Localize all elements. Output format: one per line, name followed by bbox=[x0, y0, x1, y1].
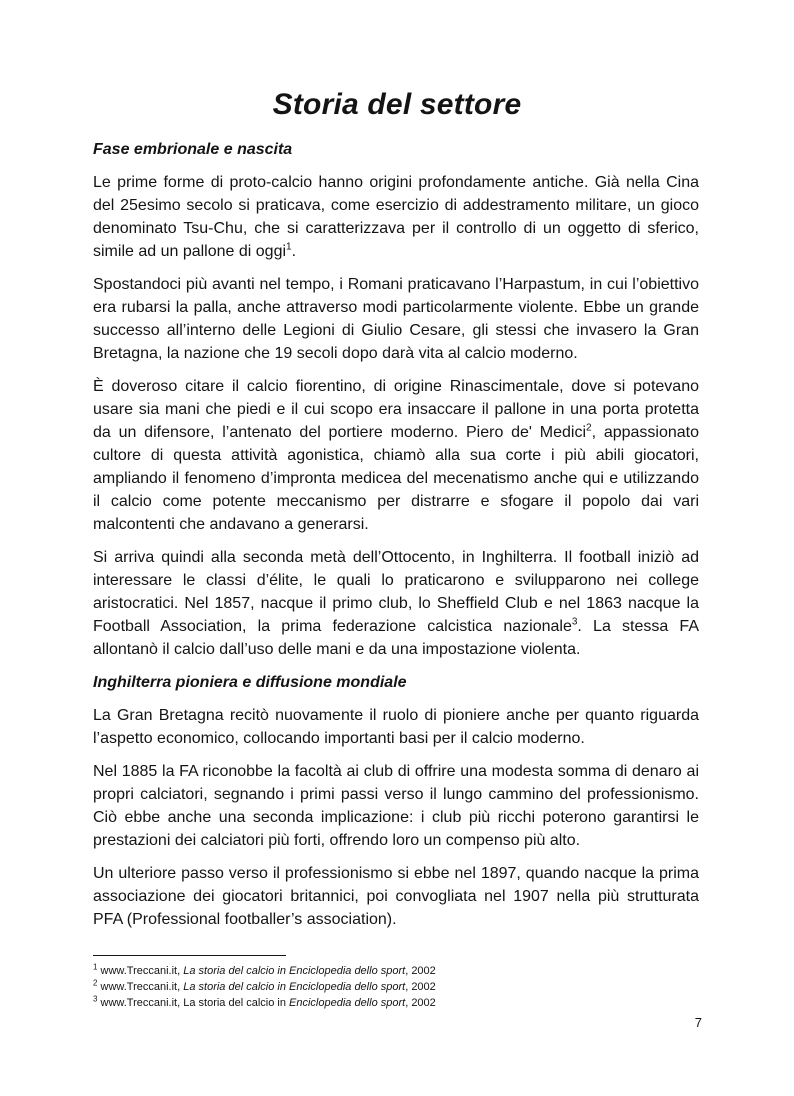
paragraph: Un ulteriore passo verso il professionismo si ebbe nel 1897, quando nacque la prima associazione dei giocatori britannici, poi convogliata nel 1907 nella più strutturata PFA (Professional footballer’s association). bbox=[93, 865, 699, 928]
footnote-separator bbox=[93, 955, 286, 956]
footnote-ref: 3 bbox=[571, 616, 578, 628]
section-heading: Inghilterra pioniera e diffusione mondiale bbox=[93, 674, 407, 691]
paragraph: È doveroso citare il calcio fiorentino, di origine Rinascimentale, dove si potevano usare sia mani che piedi e il cui scopo era insaccare il pallone in una porta protetta da un difensore, l’antenato del portiere moderno. Piero de' Medici$^2$, appassionato cultore di questa attività agonistica, chiamò alla sua corte i più abili giocatori, ampliando il fenomeno d’impronta medicea del mecenatismo anche qui e utilizzando il calcio come potente meccanismo per distrarre e sfogare il popolo dai vari malcontenti che andavano a generarsi. bbox=[93, 378, 700, 533]
footnote: $^3$ www.Treccani.it, La storia del calcio in Enciclopedia dello sport, 2002 bbox=[93, 994, 436, 1009]
footnote: $^2$ www.Treccani.it, La storia del calcio in Enciclopedia dello sport, 2002 bbox=[93, 978, 436, 993]
paragraph: Spostandoci più avanti nel tempo, i Romani praticavano l’Harpastum, in cui l’obiettivo era rubarsi la palla, anche attraverso modi particolarmente violente. Ebbe un grande successo all’interno delle Legioni di Giulio Cesare, gli stessi che invasero la Gran Bretagna, la nazione che 19 secoli dopo darà vita al calcio moderno. bbox=[93, 276, 699, 362]
footnote: $^1$ www.Treccani.it, La storia del calcio in Enciclopedia dello sport, 2002 bbox=[93, 962, 436, 977]
paragraph: Si arriva quindi alla seconda metà dell’Ottocento, in Inghilterra. Il football iniziò ad interessare le classi d’élite, le quali lo praticarono e svilupparono nei college aristocratici. Nel 1857, nacque il primo club, lo Sheffield Club e nel 1863 nacque la Football Association, la prima federazione calcistica nazionale$^3$. La stessa FA allontanò il calcio dall’uso delle mani e da una impostazione violenta. bbox=[93, 549, 699, 658]
section-heading: Fase embrionale e nascita bbox=[93, 141, 293, 158]
footnote-ref: 2 bbox=[586, 422, 592, 434]
paragraph: Le prime forme di proto-calcio hanno origini profondamente antiche. Già nella Cina del 25esimo secolo si praticava, come esercizio di addestramento militare, un gioco denominato Tsu-Chu, che si caratterizzava per il controllo di un oggetto di sferico, simile ad un pallone di oggi$^1$. bbox=[93, 174, 699, 260]
page-title: Storia del settore bbox=[272, 88, 522, 121]
page-number: 7 bbox=[694, 1015, 702, 1030]
paragraph: La Gran Bretagna recitò nuovamente il ruolo di pioniere anche per quanto riguarda l’aspetto economico, collocando importanti basi per il calcio moderno. bbox=[93, 707, 699, 747]
footnotes bbox=[93, 963, 699, 1011]
footnote-ref: 1 bbox=[286, 241, 292, 253]
paragraph: Nel 1885 la FA riconobbe la facoltà ai club di offrire una modesta somma di denaro ai propri calciatori, segnando i primi passi verso il lungo cammino del professionismo. Ciò ebbe anche una seconda implicazione: i club più ricchi poterono garantirsi le prestazioni dei calciatori più forti, offrendo loro un compenso più alto. bbox=[93, 763, 699, 849]
body-text bbox=[93, 138, 699, 941]
